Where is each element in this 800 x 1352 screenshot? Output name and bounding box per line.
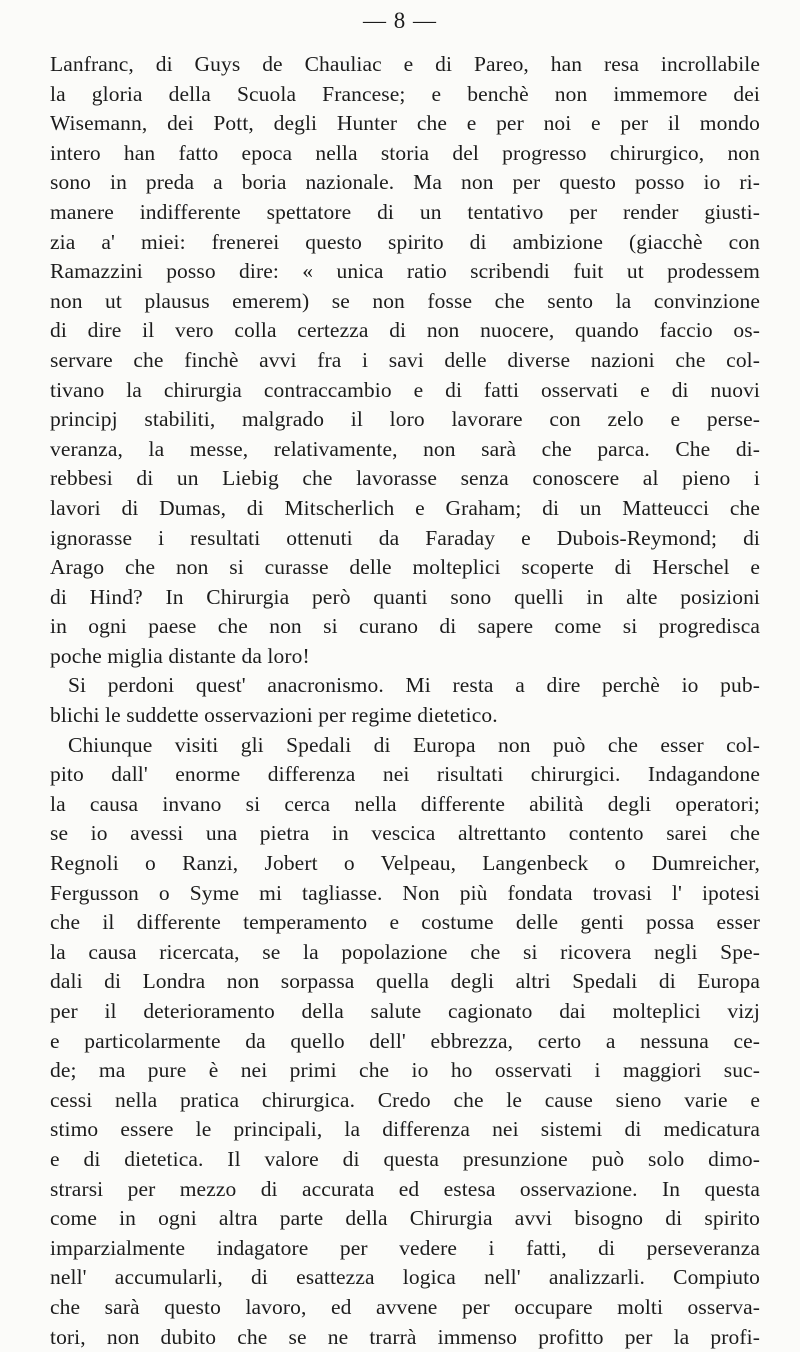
text-line: pito dall' enorme differenza nei risultati chirurgici. Indagandone [50, 762, 760, 787]
text-line: se io avessi una pietra in vescica altrettanto contento sarei che [50, 821, 760, 846]
text-line: la gloria della Scuola Francese; e benchè non immemore dei [50, 81, 760, 106]
text-line: intero han fatto epoca nella storia del progresso chirurgico, non [50, 140, 760, 165]
text-line: ignorasse i resultati ottenuti da Faraday e Dubois-Reymond; di [50, 525, 760, 550]
text-line: e di dietetica. Il valore di questa presunzione può solo dimo- [50, 1146, 760, 1171]
text-line: Wisemann, dei Pott, degli Hunter che e per noi e per il mondo [50, 111, 760, 136]
text-line: tivano la chirurgia contraccambio e di fatti osservati e di nuovi [50, 377, 760, 402]
text-line: di Hind? In Chirurgia però quanti sono quelli in alte posizioni [50, 584, 760, 609]
text-line: principj stabiliti, malgrado il loro lavorare con zelo e perse- [50, 407, 760, 432]
text-line: sono in preda a boria nazionale. Ma non per questo posso io ri- [50, 170, 760, 195]
body-text [50, 50, 760, 1352]
text-line: che il differente temperamento e costume delle genti possa esser [50, 910, 760, 935]
text-line: manere indifferente spettatore di un tentativo per render giusti- [50, 199, 760, 224]
text-line: di dire il vero colla certezza di non nuocere, quando faccio os- [50, 318, 760, 343]
text-line: Ramazzini posso dire: « unica ratio scribendi fuit ut prodessem [50, 259, 760, 284]
text-line: servare che finchè avvi fra i savi delle diverse nazioni che col- [50, 347, 760, 372]
text-line: rebbesi di un Liebig che lavorasse senza conoscere al pieno i [50, 466, 760, 491]
text-line: tori, non dubito che se ne trarrà immenso profitto per la profi- [50, 1324, 760, 1349]
text-line: che sarà questo lavoro, ed avvene per occupare molti osserva- [50, 1294, 760, 1319]
text-line: come in ogni altra parte della Chirurgia avvi bisogno di spirito [50, 1206, 760, 1231]
text-line: per il deterioramento della salute cagionato dai molteplici vizj [50, 999, 760, 1023]
text-line: Arago che non si curasse delle molteplici scoperte di Herschel e [50, 555, 760, 580]
text-line: strarsi per mezzo di accurata ed estesa osservazione. In questa [50, 1176, 760, 1201]
text-line: cessi nella pratica chirurgica. Credo che le cause sieno varie e [50, 1087, 760, 1112]
text-line: veranza, la messe, relativamente, non sarà che parca. Che di- [50, 436, 760, 461]
text-line: la causa ricercata, se la popolazione che si ricovera negli Spe- [50, 939, 760, 964]
text-line: Lanfranc, di Guys de Chauliac e di Pareo, han resa incrollabile [50, 52, 760, 76]
text-line: Si perdoni quest' anacronismo. Mi resta a dire perchè io pub- [68, 673, 760, 698]
text-line: Fergusson o Syme mi tagliasse. Non più fondata trovasi l' ipotesi [50, 880, 760, 905]
text-line: imparzialmente indagatore per vedere i fatti, di perseveranza [50, 1235, 760, 1260]
text-line: non ut plausus emerem) se non fosse che sento la convinzione [50, 288, 760, 313]
text-line: Regnoli o Ranzi, Jobert o Velpeau, Langenbeck o Dumreicher, [50, 851, 760, 876]
text-line: nell' accumularli, di esattezza logica nell' analizzarli. Compiuto [50, 1265, 760, 1290]
text-line: blichi le suddette osservazioni per regime dietetico. [50, 703, 498, 728]
text-line: dali di Londra non sorpassa quella degli altri Spedali di Europa [50, 969, 760, 994]
text-line: zia a' miei: frenerei questo spirito di ambizione (giacchè con [50, 229, 760, 254]
page-number: — 8 — [363, 8, 437, 33]
text-line: lavori di Dumas, di Mitscherlich e Graham; di un Matteucci che [50, 495, 760, 520]
text-line: stimo essere le principali, la differenza nei sistemi di medicatura [50, 1117, 760, 1142]
text-line: poche miglia distante da loro! [50, 643, 310, 668]
text-line: e particolarmente da quello dell' ebbrezza, certo a nessuna ce- [50, 1028, 760, 1053]
text-line: in ogni paese che non si curano di sapere come si progredisca [50, 614, 760, 639]
text-line: Chiunque visiti gli Spedali di Europa non può che esser col- [68, 732, 760, 757]
text-line: de; ma pure è nei primi che io ho osservati i maggiori suc- [50, 1058, 760, 1083]
text-line: la causa invano si cerca nella differente abilità degli operatori; [50, 791, 760, 816]
